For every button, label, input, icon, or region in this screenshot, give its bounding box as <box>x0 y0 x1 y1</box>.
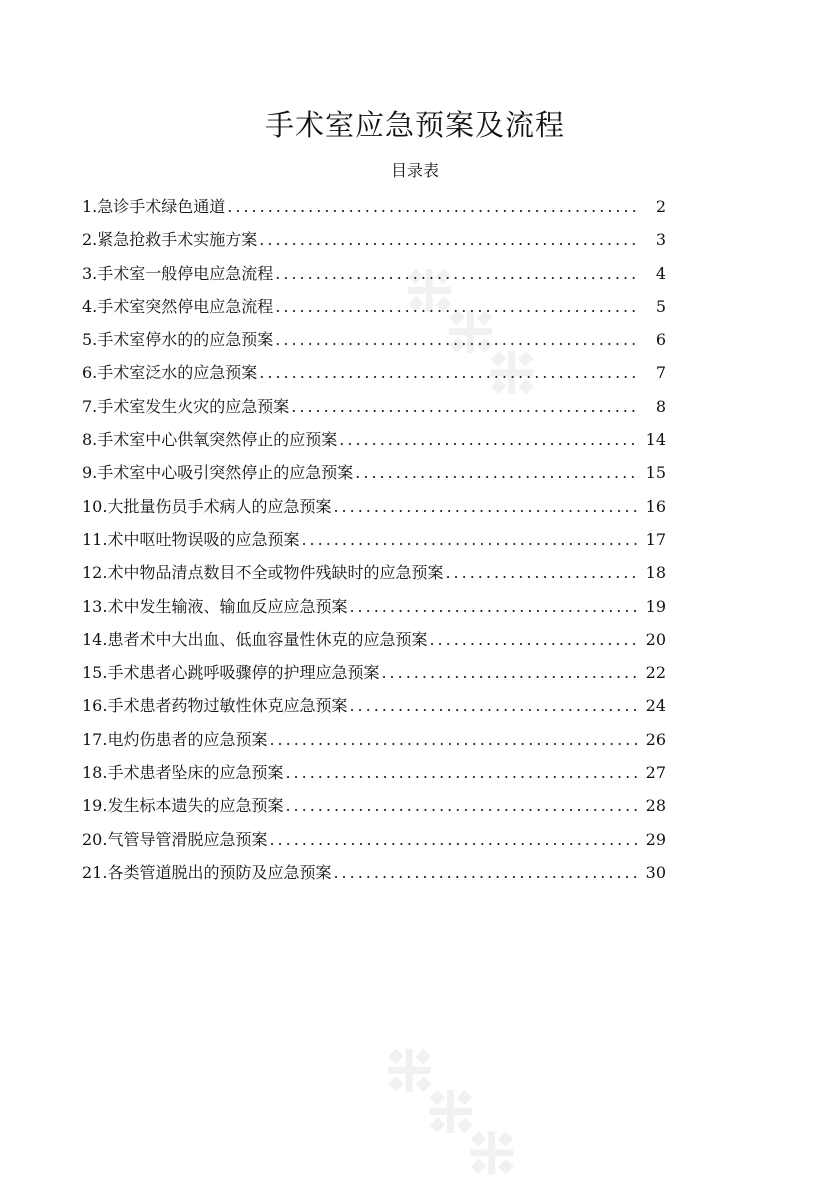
toc-page-number: 14 <box>645 430 666 450</box>
toc-leader-dots <box>259 223 640 256</box>
toc-page-number: 26 <box>645 729 666 749</box>
toc-entry[interactable] <box>82 723 666 756</box>
toc-entry[interactable] <box>82 523 666 556</box>
toc-entry-title: 2.紧急抢救手术实施方案 <box>82 230 258 250</box>
toc-page-number: 16 <box>645 496 666 516</box>
toc-leader-dots <box>275 290 640 323</box>
toc-leader-dots <box>259 356 640 389</box>
toc-page-number: 8 <box>655 396 666 416</box>
toc-leader-dots <box>269 823 640 856</box>
toc-entry[interactable] <box>82 290 666 323</box>
toc-entry-title: 5.手术室停水的的应急预案 <box>82 330 274 350</box>
toc-leader-dots <box>285 789 640 822</box>
toc-page-number: 30 <box>645 862 666 882</box>
toc-entry-title: 18.手术患者坠床的应急预案 <box>82 763 284 783</box>
toc-leader-dots <box>275 323 640 356</box>
toc-entry[interactable] <box>82 257 666 290</box>
toc-entry-title: 3.手术室一般停电应急流程 <box>82 263 274 283</box>
toc-leader-dots <box>339 423 640 456</box>
toc-entry[interactable] <box>82 590 666 623</box>
toc-entry-title: 6.手术室泛水的应急预案 <box>82 363 258 383</box>
toc-entry-title: 15.手术患者心跳呼吸骤停的护理应急预案 <box>82 663 380 683</box>
toc-leader-dots <box>301 523 640 556</box>
toc-leader-dots <box>333 856 640 889</box>
toc-leader-dots <box>227 190 640 223</box>
toc-entry-title: 20.气管导管滑脱应急预案 <box>82 829 268 849</box>
toc-page-number: 17 <box>645 529 666 549</box>
toc-entry-title: 14.患者术中大出血、低血容量性休克的应急预案 <box>82 629 428 649</box>
toc-leader-dots <box>429 623 640 656</box>
toc-entry-title: 17.电灼伤患者的应急预案 <box>82 729 268 749</box>
toc-leader-dots <box>269 723 640 756</box>
toc-entry[interactable] <box>82 323 666 356</box>
toc-entry-title: 11.术中呕吐物误吸的应急预案 <box>82 529 300 549</box>
toc-entry-title: 9.手术室中心吸引突然停止的应急预案 <box>82 463 354 483</box>
toc-leader-dots <box>333 490 640 523</box>
toc-leader-dots <box>381 656 640 689</box>
toc-page-number: 29 <box>645 829 666 849</box>
toc-page-number: 2 <box>655 197 666 216</box>
toc-entry[interactable] <box>82 390 666 423</box>
toc-entry-title: 4.手术室突然停电应急流程 <box>82 296 274 316</box>
toc-entry[interactable] <box>82 456 666 489</box>
watermark: ※※※ <box>380 248 555 422</box>
toc-page-number: 22 <box>645 663 666 683</box>
toc-entry[interactable] <box>82 623 666 656</box>
watermark: ※※※ <box>360 1028 535 1202</box>
toc-leader-dots <box>275 257 640 290</box>
toc-entry-title: 7.手术室发生火灾的应急预案 <box>82 396 290 416</box>
toc-entry-title: 12.术中物品清点数目不全或物件残缺时的应急预案 <box>82 563 444 583</box>
toc-entry[interactable] <box>82 356 666 389</box>
toc-leader-dots <box>445 556 640 589</box>
toc-page-number: 5 <box>655 296 666 316</box>
toc-entry[interactable] <box>82 689 666 722</box>
toc-page-number: 27 <box>645 763 666 783</box>
toc-page-number: 4 <box>655 263 666 283</box>
toc-entry[interactable] <box>82 223 666 256</box>
toc-page-number: 15 <box>645 463 666 483</box>
toc-leader-dots <box>349 590 640 623</box>
toc-leader-dots <box>291 390 640 423</box>
toc-entry-title: 19.发生标本遗失的应急预案 <box>82 796 284 816</box>
toc-page-number: 6 <box>655 330 666 350</box>
toc-entry[interactable] <box>82 423 666 456</box>
toc-entry-title: 16.手术患者药物过敏性休克应急预案 <box>82 696 348 716</box>
toc-page-number: 20 <box>645 629 666 649</box>
toc-leader-dots <box>355 456 640 489</box>
toc-entry-title: 21.各类管道脱出的预防及应急预案 <box>82 862 332 882</box>
toc-page-number: 28 <box>645 796 666 816</box>
document-title: 手术室应急预案及流程 <box>264 108 565 142</box>
toc-leader-dots <box>349 689 640 722</box>
toc-entry[interactable] <box>82 190 666 223</box>
toc-page-number: 19 <box>645 596 666 616</box>
toc-entry-title: 10.大批量伤员手术病人的应急预案 <box>82 496 332 516</box>
toc-entry[interactable] <box>82 656 666 689</box>
toc-entry[interactable] <box>82 856 666 889</box>
table-of-contents <box>82 190 666 889</box>
toc-leader-dots <box>285 756 640 789</box>
toc-entry[interactable] <box>82 756 666 789</box>
toc-entry[interactable] <box>82 556 666 589</box>
toc-entry[interactable] <box>82 823 666 856</box>
toc-page-number: 7 <box>655 363 666 383</box>
toc-entry-title: 13.术中发生输液、输血反应应急预案 <box>82 596 348 616</box>
toc-entry[interactable] <box>82 789 666 822</box>
toc-page-number: 24 <box>645 696 666 716</box>
toc-entry-title: 1.急诊手术绿色通道 <box>82 197 226 216</box>
toc-page-number: 18 <box>645 563 666 583</box>
toc-entry-title: 8.手术室中心供氧突然停止的应预案 <box>82 430 338 450</box>
toc-page-number: 3 <box>655 230 666 250</box>
toc-heading: 目录表 <box>390 161 439 180</box>
toc-entry[interactable] <box>82 490 666 523</box>
